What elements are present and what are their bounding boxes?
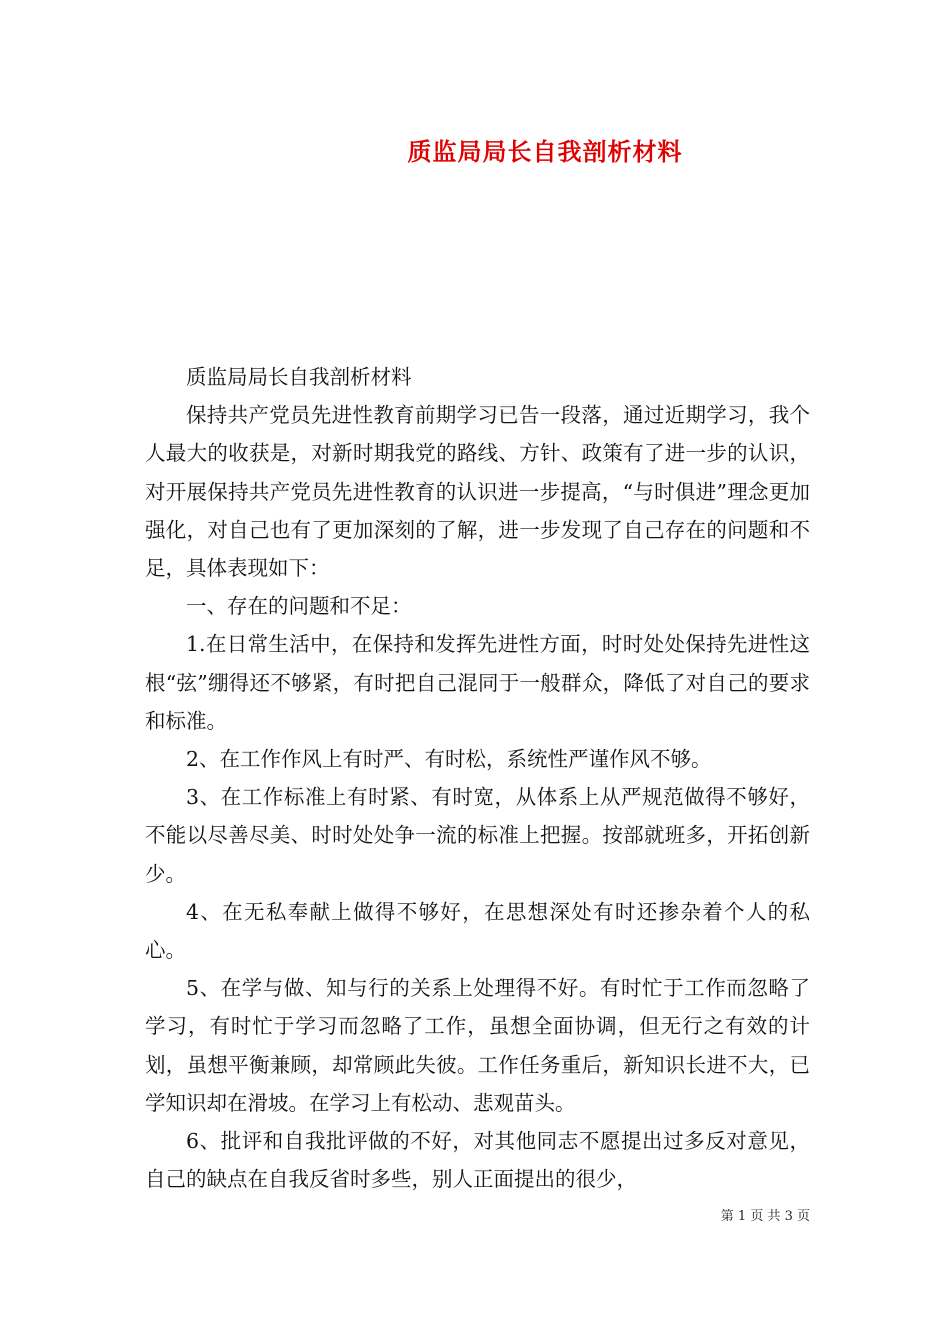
paragraph-item-6: 6、批评和自我批评做的不好，对其他同志不愿提出过多反对意见，自己的缺点在自我反省时多些，别人正面提出的很少， [145, 1129, 810, 1192]
paragraph-intro: 保持共产党员先进性教育前期学习已告一段落，通过近期学习，我个人最大的收获是，对新时期我党的路线、方针、政策有了进一步的认识，对开展保持共产党员先进性教育的认识进一步提高，“与时俱进”理念更加强化，对自己也有了更加深刻的了解，进一步发现了自己存在的问题和不足，具体表现如下： [145, 403, 810, 581]
document-title: 质监局局长自我剖析材料 [407, 137, 683, 166]
paragraph-item-4: 4、在无私奉献上做得不够好，在思想深处有时还掺杂着个人的私心。 [145, 899, 810, 963]
paragraph-item-5: 5、在学与做、知与行的关系上处理得不好。有时忙于工作而忽略了学习，有时忙于学习而忽略了工作，虽想全面协调，但无行之有效的计划，虽想平衡兼顾，却常顾此失彼。工作任务重后，新知识长进不大，已学知识却在滑坡。在学习上有松动、悲观苗头。 [145, 976, 810, 1115]
paragraph-item-2: 2、在工作作风上有时严、有时松，系统性严谨作风不够。 [186, 747, 712, 772]
page-number-footer: 第 1 页 共 3 页 [720, 1209, 810, 1224]
document-body [145, 358, 810, 1198]
paragraph-item-1: 1.在日常生活中，在保持和发挥先进性方面，时时处处保持先进性这根“弦”绷得还不够紧，有时把自己混同于一般群众，降低了对自己的要求和标准。 [145, 632, 810, 733]
paragraph-subtitle: 质监局局长自我剖析材料 [186, 365, 412, 389]
paragraph-section-heading: 一、存在的问题和不足： [186, 594, 412, 619]
paragraph-item-3: 3、在工作标准上有时紧、有时宽，从体系上从严规范做得不够好，不能以尽善尽美、时时处处争一流的标准上把握。按部就班多，开拓创新少。 [145, 785, 810, 886]
